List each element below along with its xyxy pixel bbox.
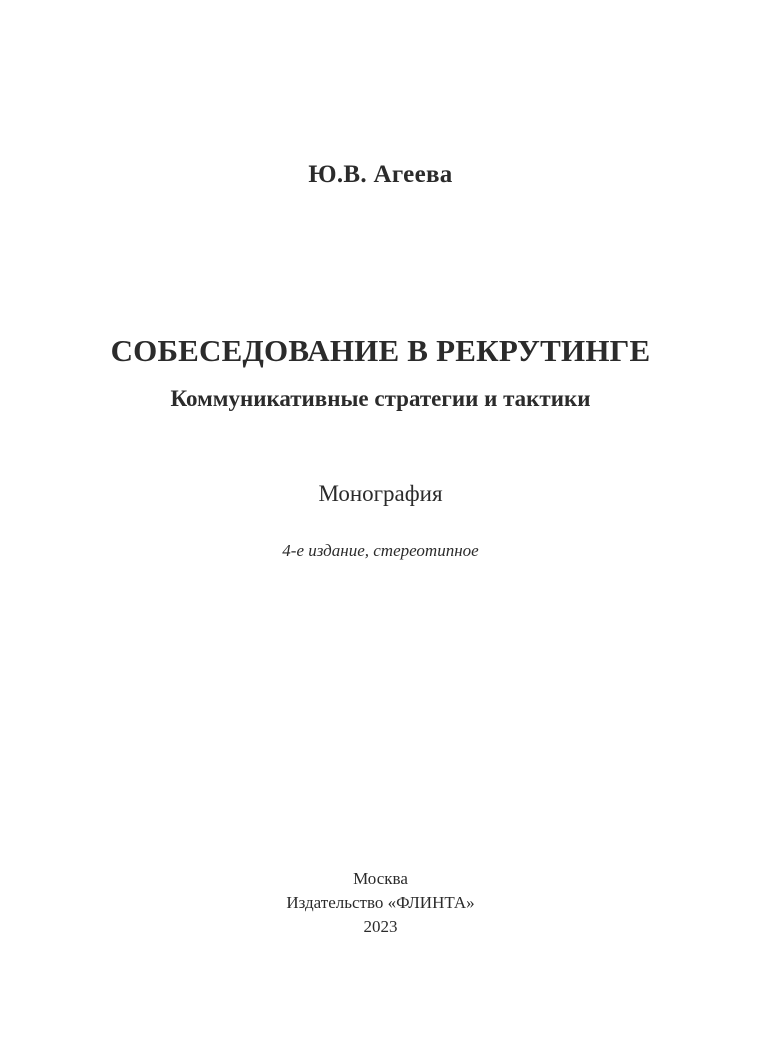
imprint-city: Москва: [353, 869, 408, 888]
book-genre: Монография: [318, 481, 443, 506]
author-name: Ю.В. Агеева: [308, 161, 453, 188]
imprint-year: 2023: [363, 917, 398, 936]
imprint-publisher: Издательство «ФЛИНТА»: [286, 893, 475, 912]
edition-note: 4-е издание, стереотипное: [282, 541, 479, 560]
book-title: СОБЕСЕДОВАНИЕ В РЕКРУТИНГЕ: [110, 333, 651, 368]
book-subtitle: Коммуникативные стратегии и тактики: [170, 386, 591, 411]
